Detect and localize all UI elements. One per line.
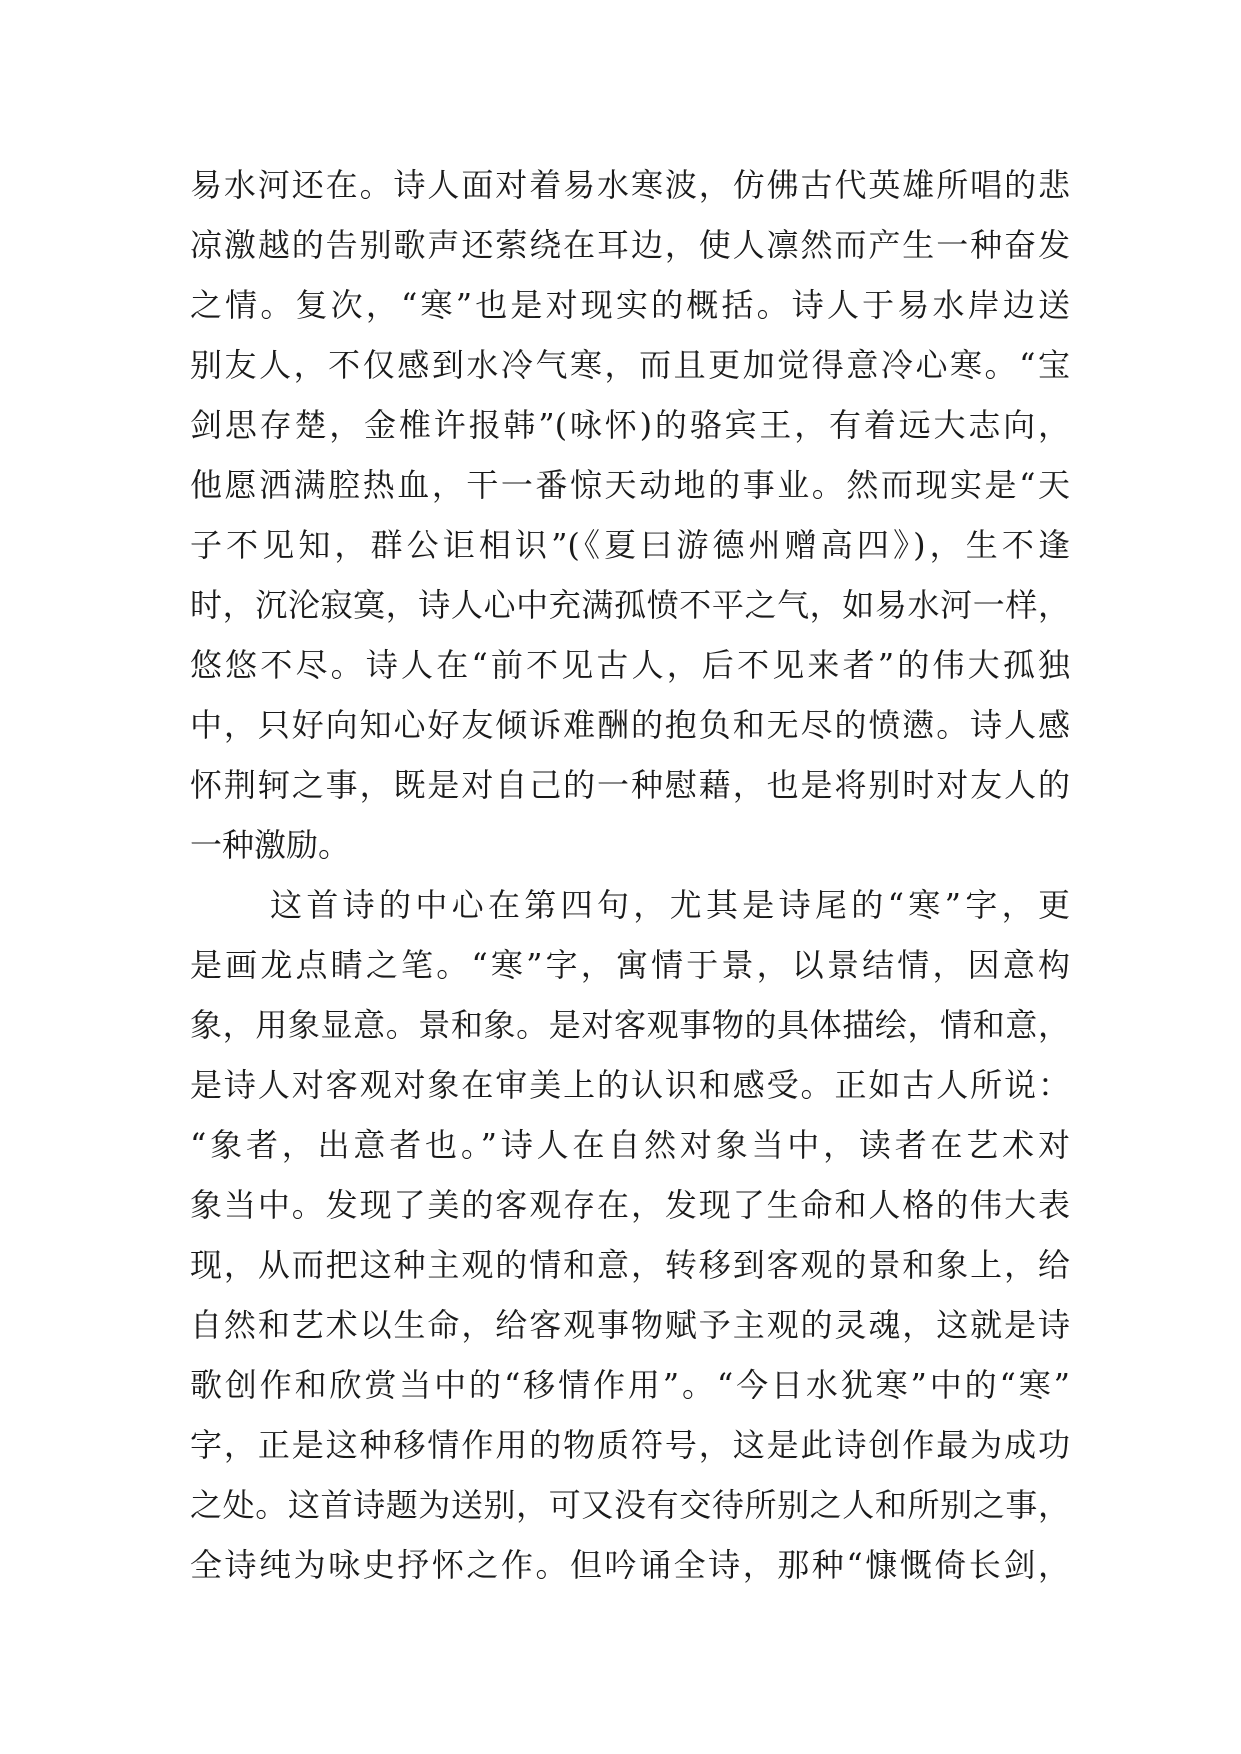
text-line: 全诗纯为咏史抒怀之作。但吟诵全诗，那种“慷慨倚长剑， <box>190 1546 1070 1584</box>
text-line: 别友人，不仅感到水冷气寒，而且更加觉得意冷心寒。“宝 <box>190 346 1070 384</box>
text-line: 中，只好向知心好友倾诉难酬的抱负和无尽的愤懑。诗人感 <box>190 706 1070 744</box>
text-line: 是诗人对客观对象在审美上的认识和感受。正如古人所说： <box>190 1066 1070 1104</box>
paragraph-2 <box>190 875 1070 1595</box>
text-line: 怀荆轲之事，既是对自己的一种慰藉，也是将别时对友人的 <box>190 766 1070 804</box>
text-line: 之情。复次，“寒”也是对现实的概括。诗人于易水岸边送 <box>190 286 1070 324</box>
text-line: 悠悠不尽。诗人在“前不见古人，后不见来者”的伟大孤独 <box>190 646 1070 684</box>
text-line: 一种激励。 <box>190 826 351 864</box>
text-line: 象，用象显意。景和象。是对客观事物的具体描绘，情和意， <box>190 1006 1070 1044</box>
text-line: 凉激越的告别歌声还萦绕在耳边，使人凛然而产生一种奋发 <box>190 226 1070 264</box>
text-line: 象当中。发现了美的客观存在，发现了生命和人格的伟大表 <box>190 1186 1070 1224</box>
body-text <box>190 155 1070 1595</box>
text-line: 是画龙点睛之笔。“寒”字，寓情于景，以景结情，因意构 <box>190 946 1070 984</box>
text-line: 易水河还在。诗人面对着易水寒波，仿佛古代英雄所唱的悲 <box>190 166 1070 204</box>
text-line: 剑思存楚，金椎许报韩”(咏怀)的骆宾王，有着远大志向， <box>190 406 1070 444</box>
text-line: 现，从而把这种主观的情和意，转移到客观的景和象上，给 <box>190 1246 1070 1284</box>
text-line: 他愿洒满腔热血，干一番惊天动地的事业。然而现实是“天 <box>190 466 1070 504</box>
text-line: “象者，出意者也。”诗人在自然对象当中，读者在艺术对 <box>190 1126 1070 1164</box>
text-line: 自然和艺术以生命，给客观事物赋予主观的灵魂，这就是诗 <box>190 1306 1070 1344</box>
text-line: 这首诗的中心在第四句，尤其是诗尾的“寒”字，更 <box>270 886 1070 924</box>
text-line: 之处。这首诗题为送别，可又没有交待所别之人和所别之事， <box>190 1486 1070 1524</box>
text-line: 子不见知，群公讵相识”(《夏曰游德州赠高四》)，生不逢 <box>190 526 1070 564</box>
paragraph-1 <box>190 155 1070 875</box>
text-line: 字，正是这种移情作用的物质符号，这是此诗创作最为成功 <box>190 1426 1070 1464</box>
text-line: 歌创作和欣赏当中的“移情作用”。“今日水犹寒”中的“寒” <box>190 1366 1070 1404</box>
text-line: 时，沉沦寂寞，诗人心中充满孤愤不平之气，如易水河一样， <box>190 586 1070 624</box>
